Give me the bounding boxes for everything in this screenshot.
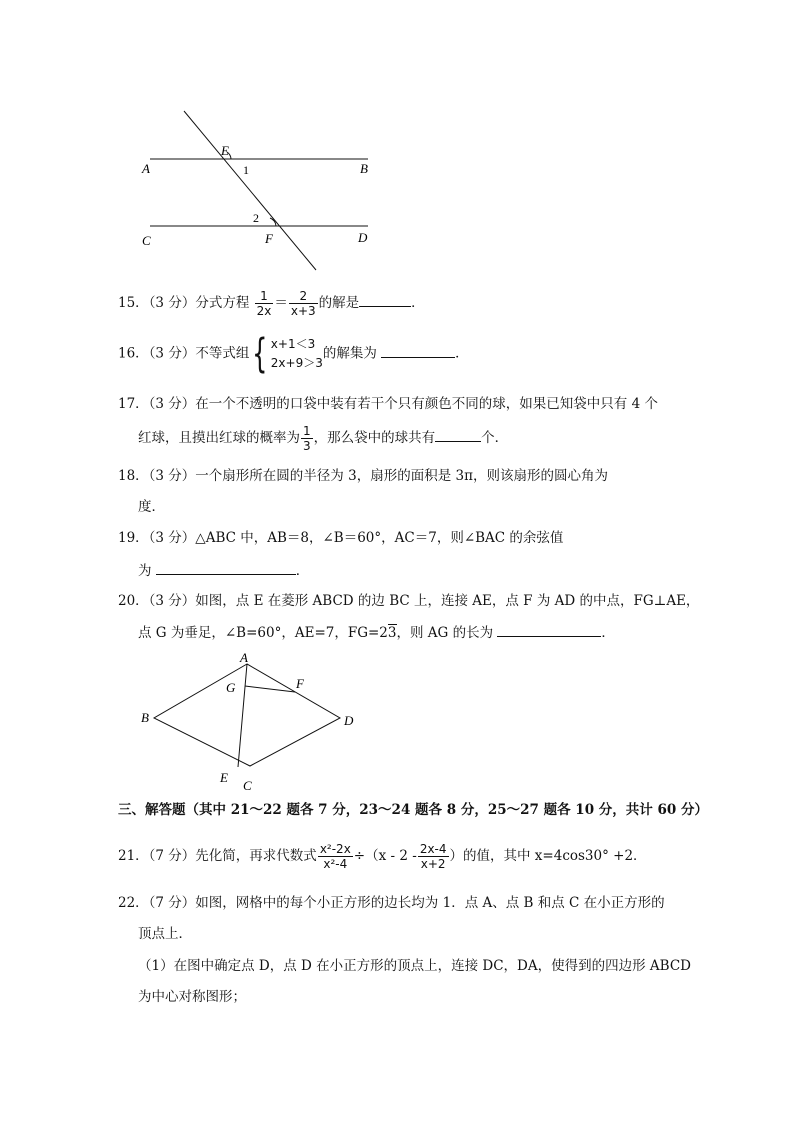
score: （3 分） <box>148 295 196 311</box>
label-F: F <box>265 231 273 246</box>
label-E: E <box>220 770 228 785</box>
question-20-line2: 点 G 为垂足，∠B=60°，AE=7，FG=23，则 AG 的长为 ． <box>138 622 615 643</box>
question-number: 15． <box>118 295 149 311</box>
rhombus-abcd <box>154 664 340 766</box>
question-20-line1: 20．（3 分）如图，点 E 在菱形 ABCD 的边 BC 上，连接 AE，点 F 为 AD 的中点，FG⊥AE， <box>118 593 700 609</box>
fraction: $\frac{2}{x+3}$ <box>290 289 316 318</box>
fraction: $\frac{1}{3}$ <box>303 424 311 453</box>
label-C: C <box>243 778 252 793</box>
inequality-system: x+1＜3 2x+9＞3 <box>270 337 323 370</box>
question-19-line1: 19．（3 分）△ABC 中，AB＝8，∠B＝60°，AC＝7，则∠BAC 的余弦值 <box>118 530 564 546</box>
question-19-line2: 为 ． <box>138 560 309 581</box>
question-17-line1: 17．（3 分）在一个不透明的口袋中装有若干个只有颜色不同的球，如果已知袋中只有 4 个 <box>118 396 658 412</box>
label-C: C <box>142 233 151 248</box>
fraction: $\frac{2x-4}{x+2}$ <box>419 842 447 871</box>
question-22-line2: 顶点上． <box>138 926 192 942</box>
label-A: A <box>142 161 150 176</box>
brace-symbol: { <box>252 331 268 377</box>
question-22-part1-line2: 为中心对称图形； <box>138 989 246 1005</box>
transversal-line <box>184 111 316 270</box>
question-18-line2: 度． <box>138 499 165 515</box>
label-G: G <box>226 680 236 695</box>
question-18-line1: 18．（3 分）一个扇形所在圆的半径为 3，扇形的面积是 3π，则该扇形的圆心角为 <box>118 468 608 484</box>
label-B: B <box>360 161 368 176</box>
label-F: F <box>296 676 304 691</box>
fraction: $\frac{1}{2x}$ <box>256 289 272 318</box>
label-A: A <box>240 650 248 665</box>
label-D: D <box>344 713 354 728</box>
segment-ae <box>238 664 247 767</box>
question-21: 21．（7 分）先化简，再求代数式 $\frac{\text{x²-2x}}{\text{x²-4}}$ ÷（x - 2 - $\frac{2x-4}{x+2}$ ）的值，其中 x=4cos30° +2． <box>118 842 647 871</box>
answer-blank[interactable] <box>359 292 411 307</box>
label-D: D <box>358 230 368 245</box>
label-E: E <box>221 143 229 158</box>
fraction: $\frac{\text{x²-2x}}{\text{x²-4}}$ <box>319 842 351 871</box>
question-17-line2: 红球，且摸出红球的概率为 $\frac{1}{3}$ ，那么袋中的球共有 个． <box>138 424 509 453</box>
answer-blank[interactable] <box>497 622 601 637</box>
question-22-line1: 22．（7 分）如图，网格中的每个小正方形的边长均为 1．点 A、点 B 和点 C 在小正方形的 <box>118 895 665 911</box>
question-15: 15．（3 分）分式方程 $\frac{1}{2x}$ ＝ $\frac{2}{x+3}$ 的解是 ． <box>118 289 425 318</box>
segment-fg <box>245 686 295 692</box>
figure-parallel-lines <box>130 100 390 280</box>
angle-2-arc <box>270 218 276 226</box>
sqrt-radicand: 3 <box>387 625 397 641</box>
question-22-part1-line1: （1）在图中确定点 D，点 D 在小正方形的顶点上，连接 DC，DA，使得到的四边形 ABCD <box>138 958 691 974</box>
label-B: B <box>141 710 149 725</box>
question-text: 分式方程 <box>195 295 250 311</box>
question-16: 16．（3 分）不等式组{ x+1＜3 2x+9＞3 的解集为 ． <box>118 331 469 377</box>
answer-blank[interactable] <box>156 560 296 575</box>
answer-blank[interactable] <box>381 343 455 358</box>
section-3-heading: 三、解答题（其中 21～22 题各 7 分，23～24 题各 8 分，25～27 题各 10 分，共计 60 分） <box>118 802 708 818</box>
answer-blank[interactable] <box>435 427 481 442</box>
label-angle-1: 1 <box>243 163 249 177</box>
label-angle-2: 2 <box>253 211 259 225</box>
figure-rhombus <box>130 648 370 796</box>
